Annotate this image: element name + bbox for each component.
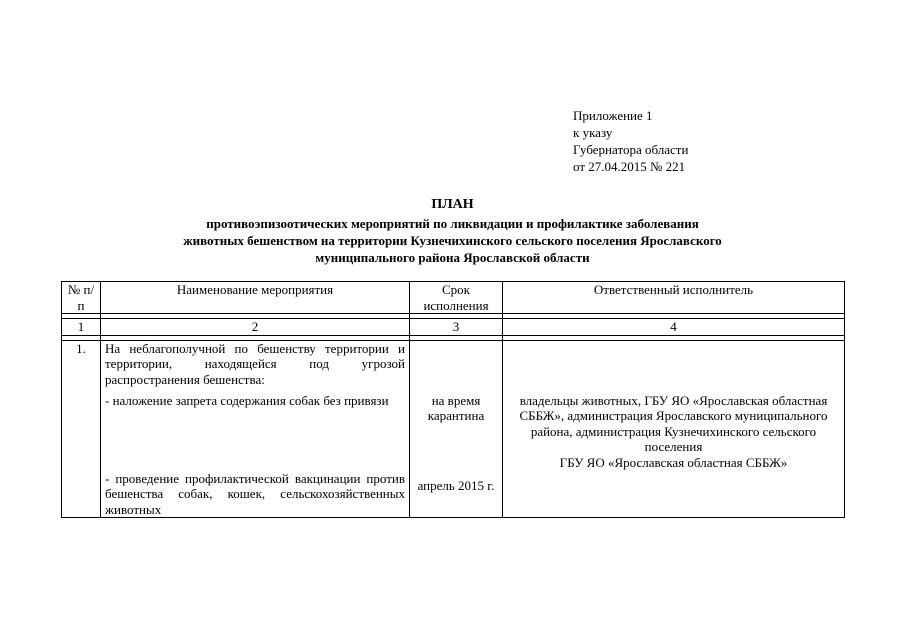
row-responsible-cell <box>503 340 845 518</box>
measure-1-name: - наложение запрета содержания собак без привязи <box>105 393 389 408</box>
table-header-row <box>62 282 845 314</box>
appendix-line: к указу <box>573 125 613 140</box>
row-number: 1. <box>62 340 101 518</box>
row-intro: На неблагополучной по бешенству территории и территории, находящейся под угрозой распространения бешенства: <box>105 340 405 387</box>
appendix-line: от 27.04.2015 № 221 <box>573 159 686 174</box>
plan-table <box>61 281 845 518</box>
index-cell: 3 <box>410 319 503 336</box>
header-responsible: Ответственный исполнитель <box>503 282 845 314</box>
index-cell: 2 <box>101 319 410 336</box>
row-name-cell <box>101 340 410 518</box>
row-term-cell <box>410 340 503 518</box>
appendix-line: Губернатора области <box>573 142 689 157</box>
header-term: Срок исполнения <box>410 282 503 314</box>
measure-1-responsible: владельцы животных, ГБУ ЯО «Ярославская областная СББЖ», администрация Ярославского муниципального района, администрация Кузнечихинского сельского поселения <box>519 392 828 454</box>
header-num: № п/п <box>62 282 101 314</box>
measure-2-term: апрель 2015 г. <box>417 477 495 493</box>
document-heading <box>0 196 905 266</box>
document-title: ПЛАН <box>431 197 474 212</box>
measure-1-term: на время карантина <box>427 392 485 423</box>
measure-2-name: - проведение профилактической вакцинации против бешенства собак, кошек, сельскохозяйственных животных <box>105 470 405 517</box>
header-name: Наименование мероприятия <box>101 282 410 314</box>
heading-line: противоэпизоотических мероприятий по ликвидации и профилактике заболевания <box>206 216 699 231</box>
heading-line: муниципального района Ярославской области <box>315 250 590 265</box>
heading-line: животных бешенством на территории Кузнечихинского сельского поселения Ярославского <box>183 233 722 248</box>
table-row <box>62 340 845 518</box>
index-cell: 4 <box>503 319 845 336</box>
table-index-row <box>62 319 845 336</box>
measure-2-responsible: ГБУ ЯО «Ярославская областная СББЖ» <box>559 454 788 470</box>
index-cell: 1 <box>62 319 101 336</box>
appendix-block <box>573 107 688 175</box>
appendix-line: Приложение 1 <box>573 108 653 123</box>
